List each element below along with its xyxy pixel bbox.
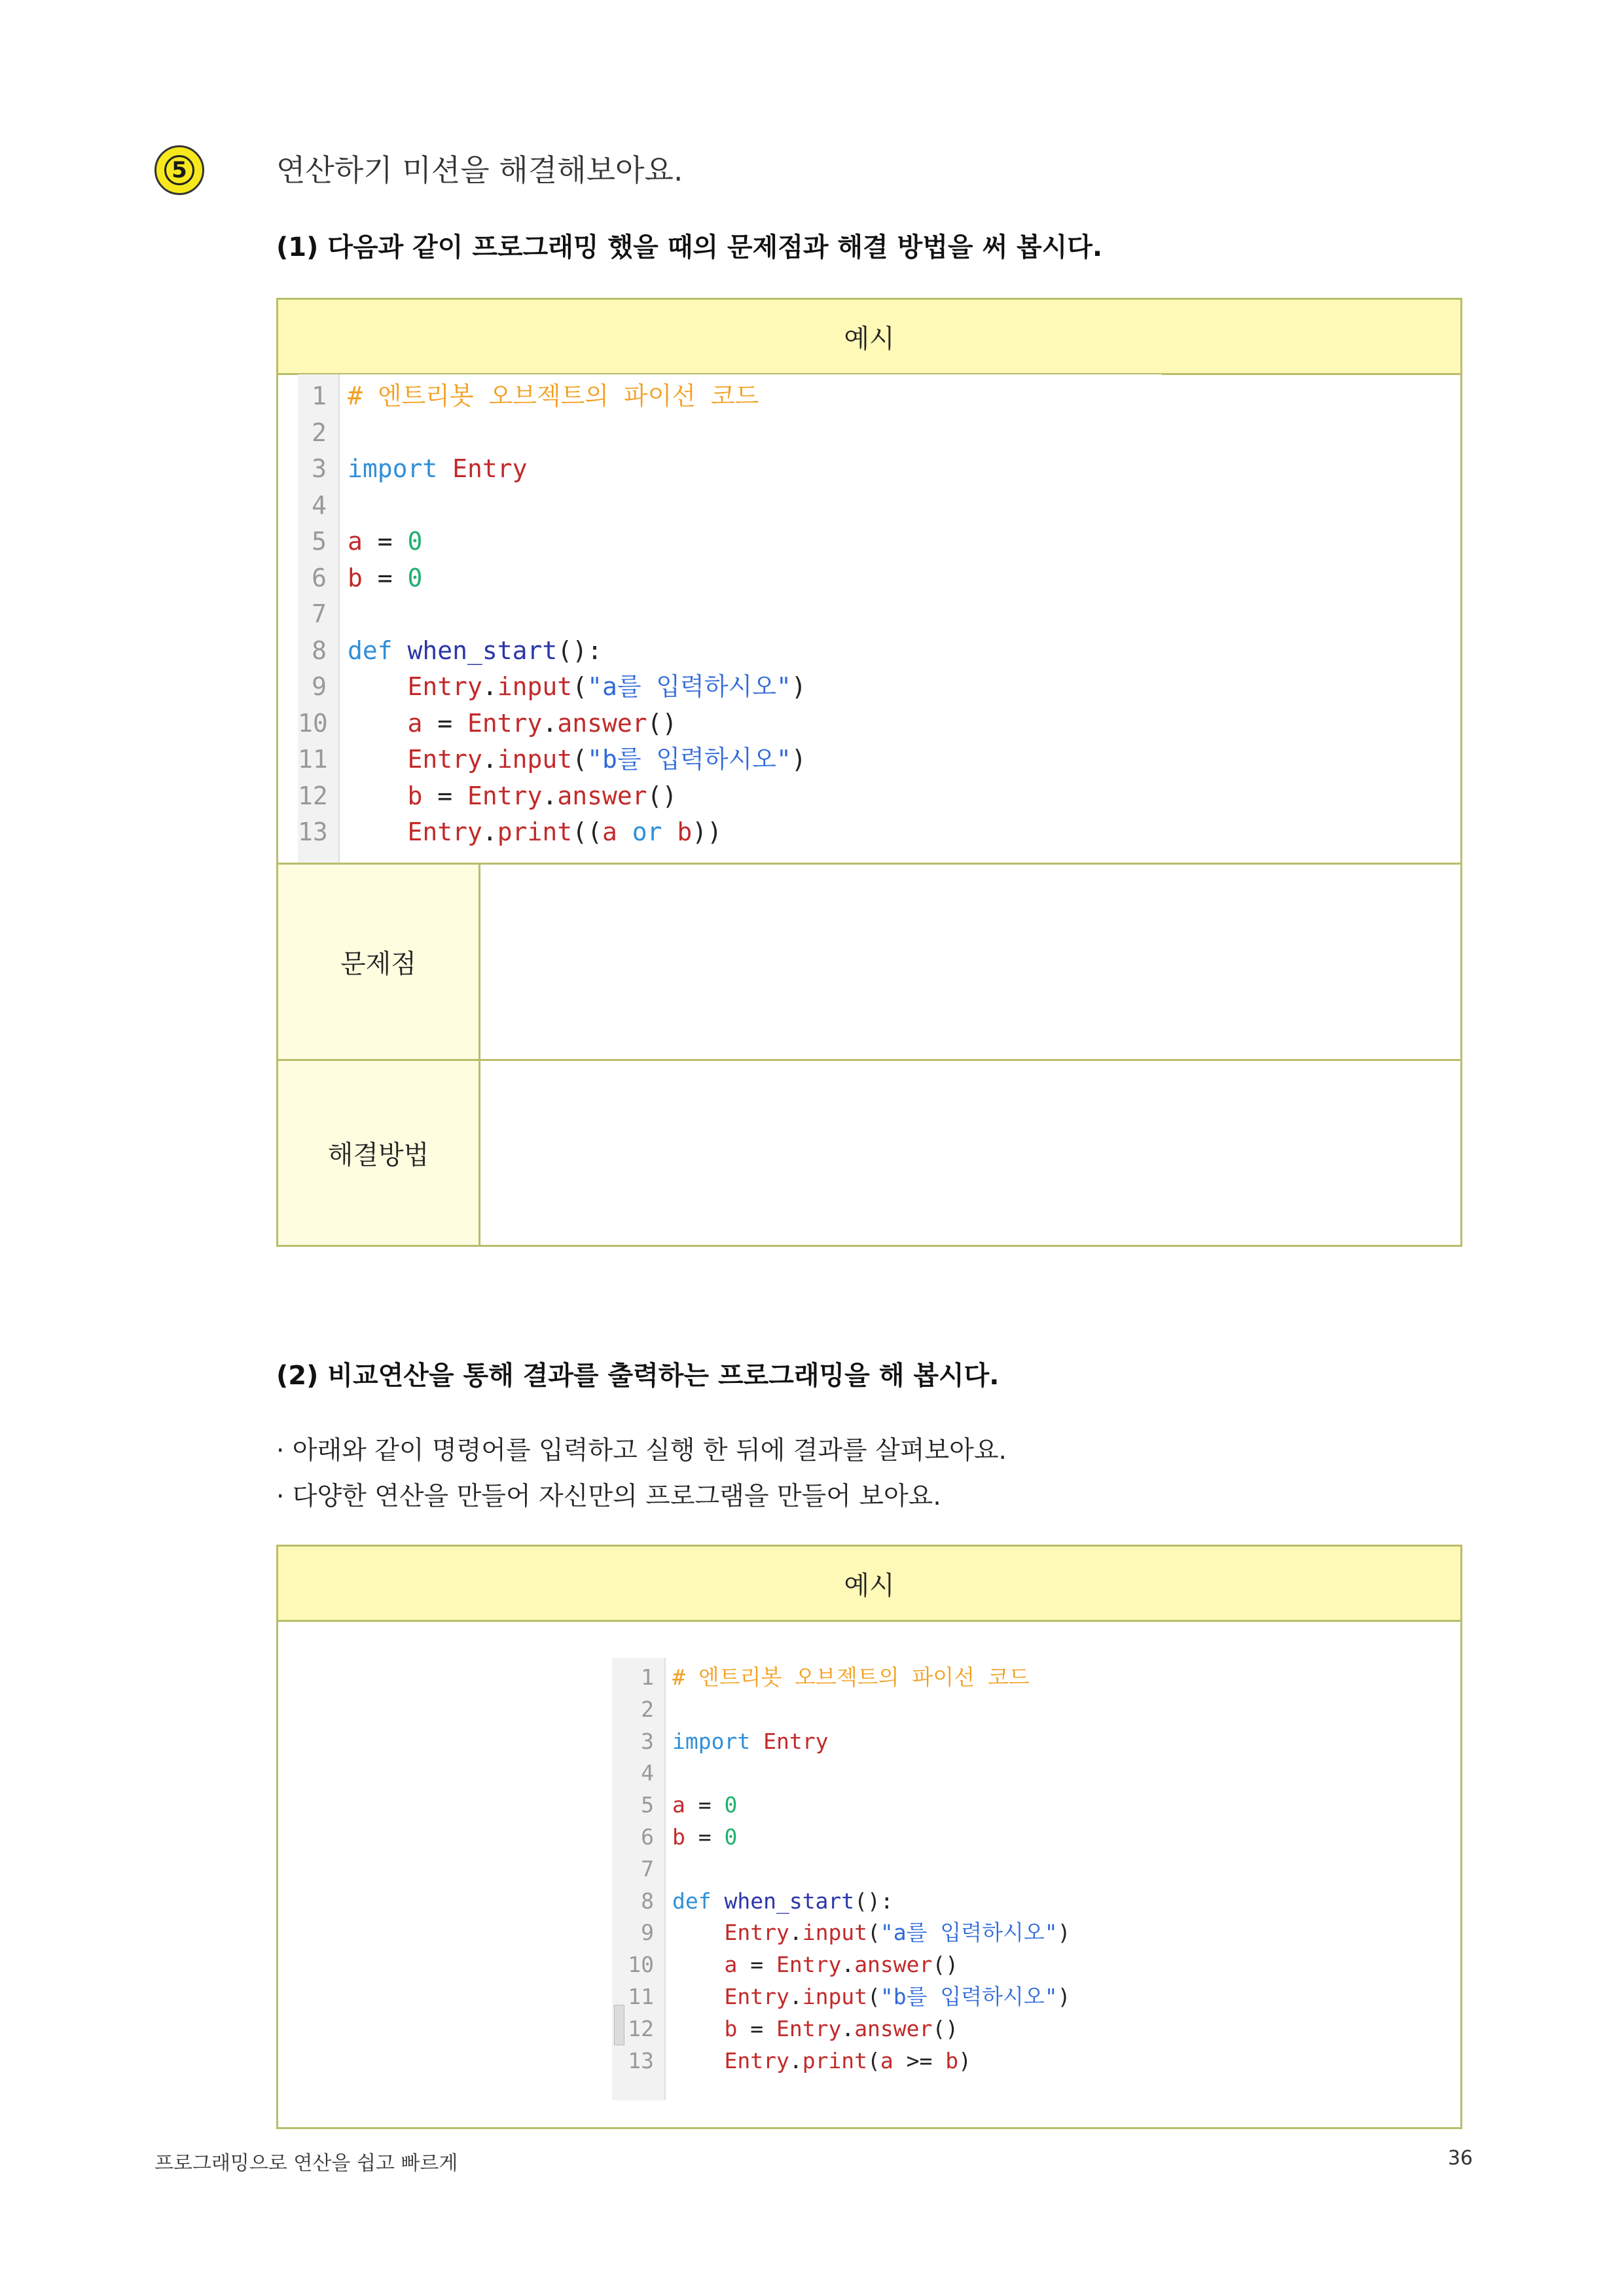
code-line — [612, 1886, 1083, 1918]
line-number: 13 — [298, 817, 328, 846]
code-token: import — [348, 454, 438, 483]
code-text — [348, 778, 677, 815]
example-table-2 — [276, 1545, 1462, 2129]
code-token: ( — [867, 1920, 880, 1946]
code-token: Entry — [776, 2015, 842, 2041]
code-token — [617, 817, 632, 846]
code-token — [672, 2016, 724, 2041]
page-number: 36 — [1447, 2147, 1473, 2170]
code-token: . — [841, 2015, 855, 2041]
code-token — [348, 709, 408, 738]
line-number: 6 — [641, 1824, 654, 1850]
line-number: 3 — [641, 1728, 654, 1754]
code-token: ) — [791, 672, 806, 701]
question-1-text: (1) 다음과 같이 프로그래밍 했을 때의 문제점과 해결 방법을 써 봅시다. — [276, 232, 1103, 262]
code-token: . — [482, 745, 497, 774]
code-token: = — [422, 781, 468, 810]
code-token: ( — [572, 672, 588, 701]
code-token: ( — [867, 2047, 880, 2073]
code-token: >= — [893, 2047, 946, 2073]
code-token — [672, 2048, 724, 2073]
example-table-1-header: 예시 — [278, 300, 1460, 375]
section-number-badge — [154, 145, 204, 195]
code-token: . — [789, 2047, 803, 2073]
code-token: Entry — [776, 1952, 842, 1978]
code-text — [348, 524, 422, 560]
code-token — [750, 1729, 763, 1754]
code-token: = — [737, 2015, 776, 2041]
code-text — [348, 706, 677, 742]
code-line — [298, 415, 1162, 452]
code-token: . — [542, 781, 558, 810]
code-token: print — [497, 817, 573, 846]
question-2-text: (2) 비교연산을 통해 결과를 출력하는 프로그래밍을 해 봅시다. — [276, 1361, 1000, 1391]
code-token: "b를 입력하시오" — [880, 1984, 1058, 2009]
code-line — [298, 669, 1162, 706]
code-token — [348, 817, 408, 846]
code-token — [672, 1984, 724, 2009]
line-number: 9 — [312, 672, 327, 701]
code-token: print — [802, 2047, 868, 2073]
code-token: Entry — [407, 817, 482, 846]
code-text — [672, 1662, 1030, 1694]
code-token — [348, 672, 408, 701]
code-line — [612, 1694, 1083, 1726]
code-token: import — [672, 1728, 751, 1754]
line-number: 2 — [312, 418, 327, 447]
line-number: 5 — [312, 527, 327, 556]
code-line — [612, 1662, 1083, 1694]
code-token — [662, 817, 677, 846]
code-token: )) — [692, 817, 723, 846]
section-title: 연산하기 미션을 해결해보아요. — [276, 152, 683, 188]
code-token: Entry — [407, 672, 482, 701]
code-token — [712, 1888, 725, 1914]
code-token: or — [632, 817, 662, 846]
code-line — [298, 596, 1162, 633]
line-number: 8 — [641, 1888, 654, 1914]
code-line — [612, 1981, 1083, 2013]
problem-answer-field[interactable] — [480, 865, 1460, 1059]
example-table-2-header: 예시 — [278, 1547, 1460, 1622]
code-line — [612, 2013, 1083, 2045]
code-line — [612, 1789, 1083, 1821]
code-token: = — [362, 527, 408, 556]
code-token: a — [724, 1952, 738, 1978]
code-text — [672, 1949, 958, 1981]
code-token: 0 — [407, 563, 423, 592]
section-number: 5 — [171, 157, 187, 183]
line-number: 4 — [641, 1760, 654, 1786]
code-line — [298, 814, 1162, 851]
code-token — [672, 1920, 724, 1945]
code-token: = — [685, 1824, 725, 1850]
line-number: 13 — [628, 2047, 654, 2073]
code-token: = — [685, 1792, 725, 1818]
line-number: 1 — [641, 1664, 654, 1690]
code-token: b — [407, 781, 423, 810]
code-text — [672, 1821, 737, 1854]
line-number: 2 — [641, 1696, 654, 1722]
code-token: = — [737, 1952, 776, 1978]
line-number: 10 — [298, 708, 328, 738]
code-token: b — [945, 2047, 959, 2073]
code-token: a — [672, 1792, 685, 1818]
example-table-1 — [276, 298, 1462, 1247]
code-token: answer — [854, 1952, 933, 1978]
code-token: () — [647, 708, 677, 738]
code-line — [612, 1854, 1083, 1886]
code-token: answer — [854, 2015, 933, 2041]
code-token: 0 — [407, 527, 423, 556]
code-token: . — [542, 708, 558, 738]
code-token: ( — [572, 745, 588, 774]
code-text — [348, 669, 806, 706]
code-token: # 엔트리봇 오브젝트의 파이선 코드 — [348, 382, 759, 410]
code-token: a — [880, 2047, 893, 2073]
code-text — [348, 814, 722, 851]
code-token: ( — [867, 1984, 880, 2009]
code-line — [298, 706, 1162, 742]
line-number: 10 — [628, 1952, 654, 1978]
code-token: () — [932, 2015, 959, 2041]
code-token: (): — [557, 636, 602, 665]
line-number: 9 — [641, 1920, 654, 1946]
code-token — [348, 781, 408, 810]
code-text — [672, 1981, 1071, 2013]
code-text — [672, 2045, 971, 2077]
code-line — [298, 524, 1162, 560]
code-token: Entry — [452, 454, 528, 483]
code-token: = — [362, 563, 408, 592]
code-token: . — [841, 1952, 855, 1978]
code-token: ) — [791, 745, 806, 774]
code-token: ) — [1057, 1984, 1071, 2009]
code-token: def — [672, 1888, 712, 1914]
code-token: Entry — [724, 2047, 789, 2073]
code-line — [612, 1726, 1083, 1758]
code-line — [298, 742, 1162, 778]
code-token: Entry — [467, 708, 543, 738]
code-token: answer — [557, 708, 647, 738]
code-text — [672, 1726, 828, 1758]
code-token: when_start — [407, 636, 558, 665]
solution-answer-field[interactable] — [480, 1061, 1460, 1245]
code-token: . — [482, 817, 497, 846]
code-text — [348, 451, 528, 488]
code-line — [298, 633, 1162, 670]
code-token: when_start — [724, 1888, 855, 1914]
code-token: b — [677, 817, 693, 846]
code-text — [348, 560, 422, 597]
code-line — [298, 778, 1162, 815]
line-number: 1 — [312, 382, 327, 410]
code-token: input — [802, 1984, 868, 2009]
line-number: 5 — [641, 1792, 654, 1818]
instruction-bullet-2: · 다양한 연산을 만들어 자신만의 프로그램을 만들어 보아요. — [276, 1482, 941, 1511]
code-token: input — [497, 745, 573, 774]
line-number: 11 — [298, 745, 328, 774]
code-text — [348, 378, 759, 415]
code-token — [348, 745, 408, 774]
line-number: 8 — [312, 636, 327, 665]
code-token: Entry — [763, 1728, 829, 1754]
code-token: Entry — [724, 1920, 789, 1946]
line-number: 6 — [312, 563, 327, 592]
code-text — [672, 1917, 1071, 1949]
solution-label: 해결방법 — [278, 1061, 480, 1245]
code-token: "a를 입력하시오" — [587, 672, 791, 701]
code-snippet-1 — [298, 374, 1162, 863]
code-token: ) — [1057, 1920, 1071, 1946]
code-token: # 엔트리봇 오브젝트의 파이선 코드 — [672, 1664, 1030, 1690]
code-text — [348, 633, 602, 670]
code-token: a — [602, 817, 617, 846]
line-number: 7 — [312, 600, 327, 628]
code-text — [672, 1789, 737, 1821]
code-token: b — [724, 2015, 738, 2041]
code-token: 0 — [724, 1792, 738, 1818]
code-token: b — [348, 563, 363, 592]
code-token: b — [672, 1824, 685, 1850]
code-line — [612, 1917, 1083, 1949]
code-token: "b를 입력하시오" — [587, 745, 791, 774]
line-number: 11 — [628, 1984, 654, 2009]
code-token: a — [348, 527, 363, 556]
code-snippet-2 — [612, 1658, 1083, 2100]
code-token: ) — [958, 2047, 972, 2073]
code-token: . — [789, 1984, 803, 2009]
instruction-bullet-1: · 아래와 같이 명령어를 입력하고 실행 한 뒤에 결과를 살펴보아요. — [276, 1436, 1007, 1465]
code-line — [298, 488, 1162, 524]
code-line — [612, 1757, 1083, 1789]
code-line — [612, 1821, 1083, 1854]
code-line — [612, 1949, 1083, 1981]
code-token — [393, 636, 408, 665]
code-line — [298, 378, 1162, 415]
code-token: Entry — [724, 1984, 789, 2009]
code-line — [612, 2045, 1083, 2077]
code-token: . — [482, 672, 497, 701]
code-token: = — [422, 708, 468, 738]
line-number: 7 — [641, 1856, 654, 1882]
code-token: (( — [572, 817, 602, 846]
code-token: () — [647, 781, 677, 810]
code-token: 0 — [724, 1824, 738, 1850]
code-token — [437, 454, 452, 483]
footer-title: 프로그래밍으로 연산을 쉽고 빠르게 — [154, 2152, 458, 2175]
code-line — [298, 560, 1162, 597]
code-token: (): — [854, 1888, 893, 1914]
line-number: 12 — [628, 2015, 654, 2041]
code-text — [672, 2013, 958, 2045]
code-token: input — [497, 672, 573, 701]
line-number: 3 — [312, 454, 327, 483]
code-token: a — [407, 708, 423, 738]
code-token: () — [932, 1952, 959, 1978]
code-line — [298, 451, 1162, 488]
code-token: def — [348, 636, 393, 665]
line-number: 12 — [298, 781, 328, 810]
problem-label: 문제점 — [278, 865, 480, 1059]
code-token — [672, 1952, 724, 1977]
code-token: "a를 입력하시오" — [880, 1920, 1058, 1946]
code-text — [348, 742, 806, 778]
line-number: 4 — [312, 490, 327, 520]
code-token: answer — [557, 781, 647, 810]
code-token: . — [789, 1920, 803, 1946]
code-text — [672, 1886, 893, 1918]
code-token: Entry — [407, 745, 482, 774]
code-token: Entry — [467, 781, 543, 810]
code-token: input — [802, 1920, 868, 1946]
